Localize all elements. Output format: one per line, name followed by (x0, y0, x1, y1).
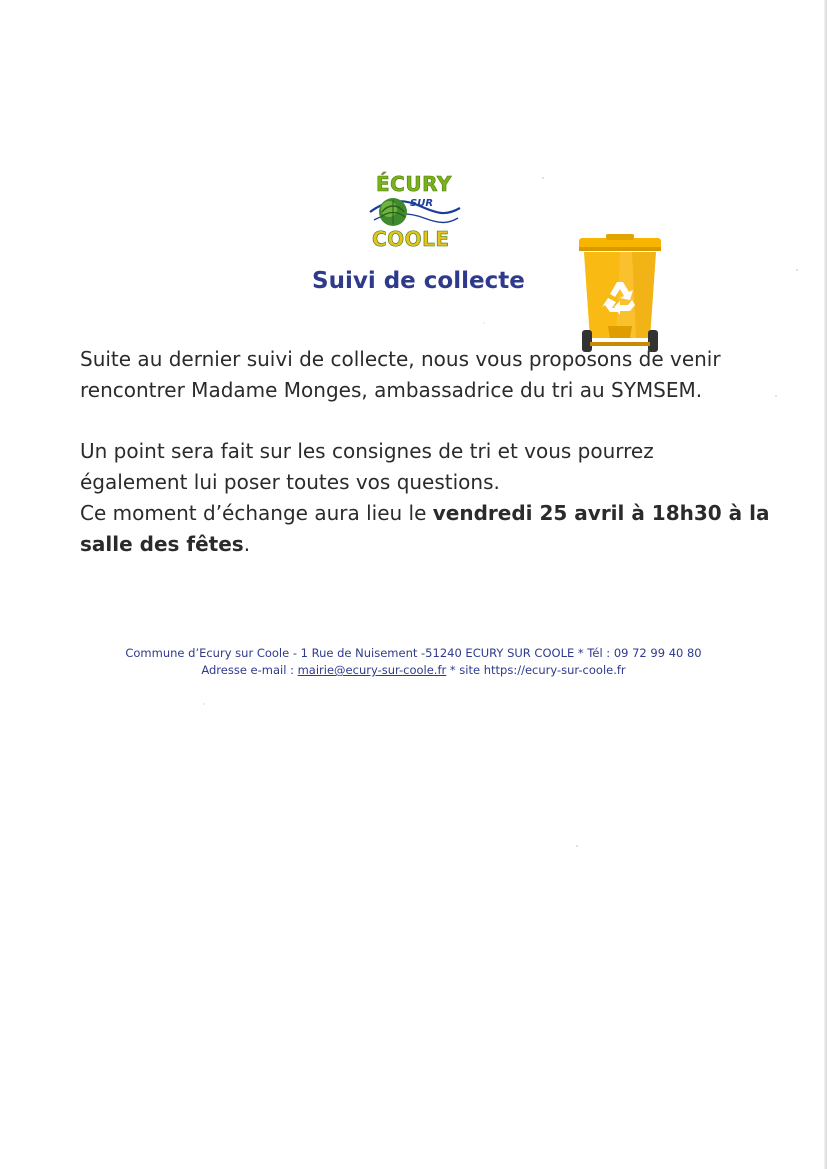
footer-email-label: Adresse e-mail : (201, 663, 298, 677)
page-title: Suivi de collecte (312, 268, 525, 294)
text-line: Un point sera fait sur les consignes de tri et vous pourrez (80, 439, 654, 463)
logo-text-coole: COOLE (372, 227, 450, 251)
event-location: salle des fêtes (80, 532, 244, 556)
email-link[interactable]: mairie@ecury-sur-coole.fr (297, 663, 447, 677)
text-segment: Ce moment d’échange aura lieu le (80, 501, 433, 525)
footer-address: Commune d’Ecury sur Coole - 1 Rue de Nuisement -51240 ECURY SUR COOLE * Tél : 09 72 99 40 80 (125, 646, 702, 660)
event-date-time: vendredi 25 avril à 18h30 à la (432, 501, 770, 525)
footer-website: * site https://ecury-sur-coole.fr (446, 663, 626, 677)
text-line: Suite au dernier suivi de collecte, nous vous proposons de venir (80, 347, 721, 371)
logo-text-ecury: ÉCURY (376, 172, 452, 196)
text-line: également lui poser toutes vos questions. (80, 470, 500, 494)
text-line: rencontrer Madame Monges, ambassadrice du tri au SYMSEM. (80, 378, 703, 402)
logo-text-sur: SUR (410, 198, 434, 209)
text-segment: . (243, 532, 251, 556)
